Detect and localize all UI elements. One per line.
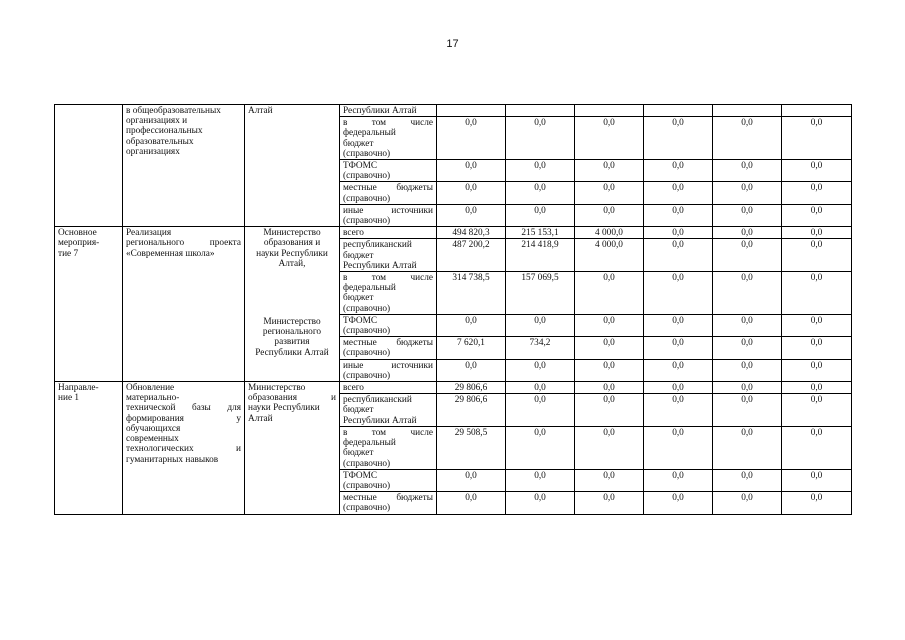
value-cell: 0,0	[437, 359, 506, 381]
value-cell: 0,0	[644, 394, 713, 427]
source-cell: местные бюджеты (справочно)	[340, 182, 437, 204]
value-cell	[437, 105, 506, 117]
value-cell: 494 820,3	[437, 227, 506, 239]
value-cell: 0,0	[713, 227, 782, 239]
source-cell: всего	[340, 227, 437, 239]
value-cell: 0,0	[644, 359, 713, 381]
value-cell: 0,0	[644, 204, 713, 226]
value-cell: 0,0	[782, 227, 852, 239]
value-cell: 0,0	[437, 117, 506, 160]
value-cell: 0,0	[506, 182, 575, 204]
measure-name-cell: в общеобразовательных организациях и профессиональных образовательных организациях	[123, 105, 245, 227]
source-cell: местные бюджеты (справочно)	[340, 492, 437, 514]
value-cell: 0,0	[713, 239, 782, 272]
value-cell: 0,0	[506, 394, 575, 427]
measure-name-cell: Обновление материально- технической базы для формирования у обучающихся современных технологических и гуманитарных навыков	[123, 382, 245, 514]
value-cell: 0,0	[437, 160, 506, 182]
value-cell: 0,0	[437, 492, 506, 514]
value-cell: 0,0	[713, 469, 782, 491]
value-cell: 0,0	[575, 382, 644, 394]
source-cell: ТФОМС (справочно)	[340, 469, 437, 491]
source-cell: республиканский бюджет Республики Алтай	[340, 394, 437, 427]
value-cell: 0,0	[713, 204, 782, 226]
measure-name-cell: Реализация регионального проекта «Современная школа»	[123, 227, 245, 382]
value-cell	[713, 105, 782, 117]
value-cell: 0,0	[782, 272, 852, 315]
table-row	[55, 105, 852, 117]
value-cell: 0,0	[575, 359, 644, 381]
value-cell: 0,0	[644, 227, 713, 239]
budget-table	[54, 104, 852, 515]
source-cell: ТФОМС (справочно)	[340, 314, 437, 336]
value-cell: 0,0	[713, 337, 782, 359]
value-cell: 0,0	[782, 426, 852, 469]
value-cell: 734,2	[506, 337, 575, 359]
value-cell: 0,0	[782, 182, 852, 204]
value-cell: 0,0	[506, 314, 575, 336]
value-cell: 29 806,6	[437, 382, 506, 394]
value-cell: 0,0	[644, 337, 713, 359]
value-cell: 0,0	[713, 394, 782, 427]
value-cell: 0,0	[506, 382, 575, 394]
table-row	[55, 227, 852, 239]
value-cell: 0,0	[644, 182, 713, 204]
value-cell: 0,0	[506, 160, 575, 182]
value-cell: 0,0	[713, 160, 782, 182]
value-cell: 0,0	[575, 314, 644, 336]
table-row	[55, 382, 852, 394]
source-cell: республиканский бюджет Республики Алтай	[340, 239, 437, 272]
value-cell: 0,0	[437, 204, 506, 226]
value-cell	[506, 105, 575, 117]
value-cell: 0,0	[713, 382, 782, 394]
value-cell: 0,0	[575, 160, 644, 182]
value-cell: 0,0	[506, 492, 575, 514]
page-number: 17	[446, 38, 459, 50]
value-cell: 0,0	[575, 492, 644, 514]
value-cell: 4 000,0	[575, 239, 644, 272]
value-cell: 0,0	[437, 314, 506, 336]
value-cell: 0,0	[644, 160, 713, 182]
value-cell: 0,0	[782, 204, 852, 226]
value-cell: 0,0	[644, 382, 713, 394]
value-cell: 29 508,5	[437, 426, 506, 469]
value-cell: 0,0	[644, 239, 713, 272]
value-cell: 0,0	[713, 314, 782, 336]
value-cell: 0,0	[506, 469, 575, 491]
source-cell: местные бюджеты (справочно)	[340, 337, 437, 359]
value-cell: 487 200,2	[437, 239, 506, 272]
value-cell: 0,0	[713, 492, 782, 514]
value-cell: 0,0	[644, 117, 713, 160]
source-cell: ТФОМС (справочно)	[340, 160, 437, 182]
source-cell: Республики Алтай	[340, 105, 437, 117]
value-cell: 0,0	[713, 272, 782, 315]
value-cell	[575, 105, 644, 117]
value-cell: 0,0	[782, 314, 852, 336]
value-cell: 214 418,9	[506, 239, 575, 272]
value-cell: 0,0	[575, 337, 644, 359]
value-cell: 0,0	[575, 394, 644, 427]
value-cell: 7 620,1	[437, 337, 506, 359]
value-cell: 0,0	[644, 272, 713, 315]
source-cell: в том числе федеральный бюджет (справочно)	[340, 426, 437, 469]
value-cell: 0,0	[713, 359, 782, 381]
value-cell: 0,0	[713, 117, 782, 160]
value-cell: 0,0	[782, 492, 852, 514]
source-cell: всего	[340, 382, 437, 394]
value-cell: 0,0	[713, 182, 782, 204]
value-cell: 0,0	[782, 382, 852, 394]
value-cell: 0,0	[782, 239, 852, 272]
measure-cell: Основное мероприя- тие 7	[55, 227, 123, 382]
value-cell: 0,0	[644, 469, 713, 491]
value-cell: 0,0	[575, 182, 644, 204]
source-cell: в том числе федеральный бюджет (справочно)	[340, 117, 437, 160]
value-cell: 0,0	[782, 359, 852, 381]
value-cell: 0,0	[713, 426, 782, 469]
value-cell: 29 806,6	[437, 394, 506, 427]
measure-cell	[55, 105, 123, 227]
executor-cell: Министерство образования и науки Республики Алтай	[245, 382, 340, 514]
value-cell: 0,0	[575, 426, 644, 469]
value-cell: 0,0	[782, 117, 852, 160]
value-cell: 0,0	[437, 182, 506, 204]
executor-cell: Министерство образования и науки Республики Алтай, Министерство регионального развития Республики Алтай	[245, 227, 340, 382]
value-cell: 0,0	[644, 492, 713, 514]
value-cell: 0,0	[575, 469, 644, 491]
value-cell: 0,0	[437, 469, 506, 491]
source-cell: в том числе федеральный бюджет (справочно)	[340, 272, 437, 315]
value-cell: 0,0	[575, 272, 644, 315]
source-cell: иные источники (справочно)	[340, 204, 437, 226]
value-cell: 0,0	[782, 469, 852, 491]
value-cell: 314 738,5	[437, 272, 506, 315]
value-cell: 0,0	[575, 117, 644, 160]
value-cell: 215 153,1	[506, 227, 575, 239]
value-cell	[644, 105, 713, 117]
value-cell	[782, 105, 852, 117]
value-cell: 0,0	[506, 426, 575, 469]
measure-cell: Направле- ние 1	[55, 382, 123, 514]
value-cell: 0,0	[782, 394, 852, 427]
value-cell: 0,0	[782, 337, 852, 359]
value-cell: 0,0	[506, 117, 575, 160]
value-cell: 157 069,5	[506, 272, 575, 315]
value-cell: 0,0	[506, 204, 575, 226]
value-cell: 0,0	[644, 314, 713, 336]
value-cell: 0,0	[782, 160, 852, 182]
value-cell: 0,0	[575, 204, 644, 226]
value-cell: 4 000,0	[575, 227, 644, 239]
value-cell: 0,0	[644, 426, 713, 469]
source-cell: иные источники (справочно)	[340, 359, 437, 381]
value-cell: 0,0	[506, 359, 575, 381]
executor-cell: Алтай	[245, 105, 340, 227]
